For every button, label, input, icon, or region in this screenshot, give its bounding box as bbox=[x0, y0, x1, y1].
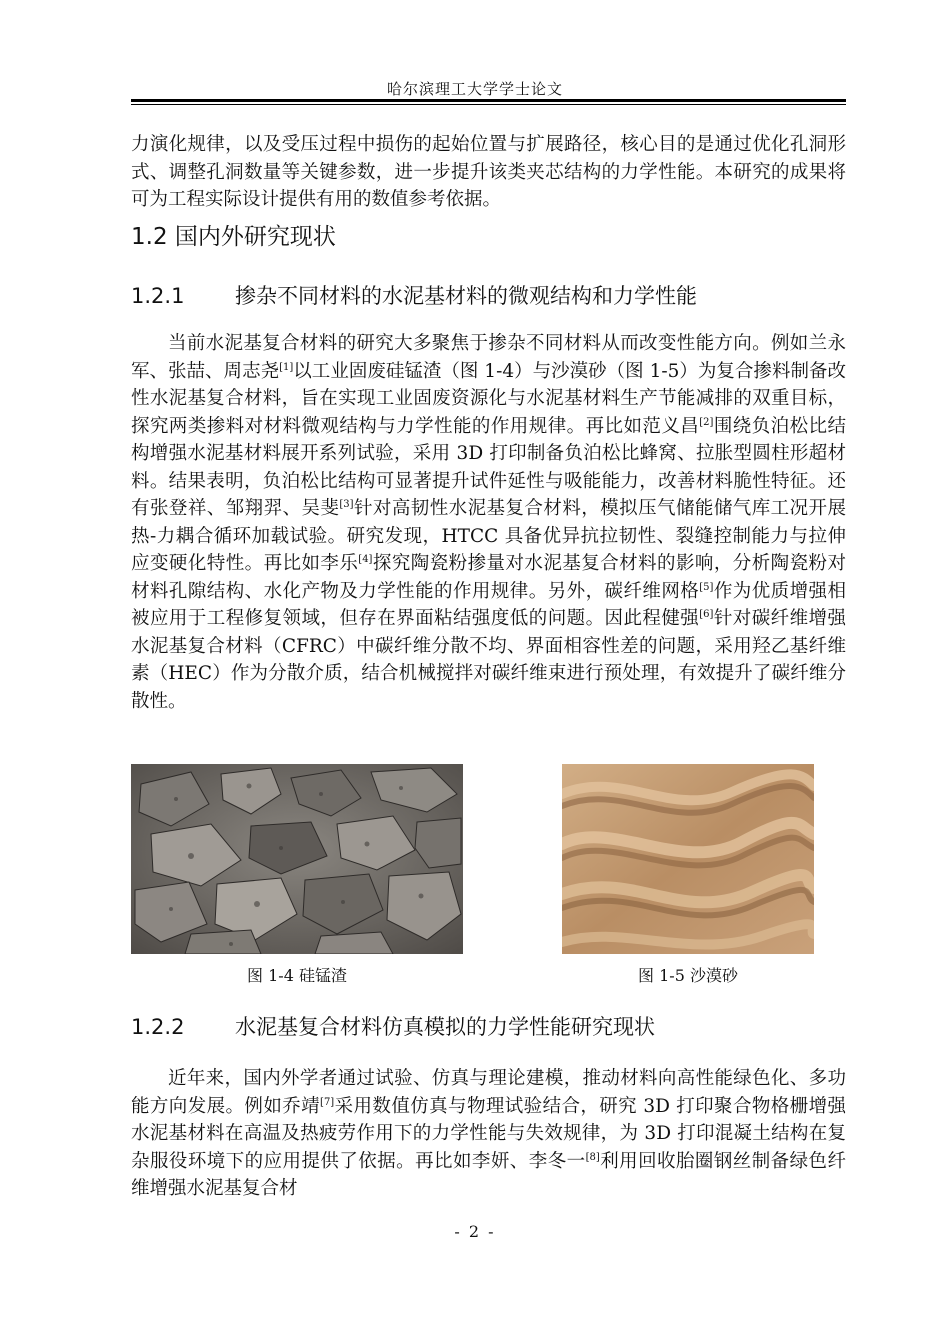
section-heading-1-2-1 bbox=[131, 280, 697, 310]
figure-caption-1-5: 图 1-5 沙漠砂 bbox=[638, 966, 738, 985]
text-run: 当前水泥基复合材料的研究大多聚焦于掺杂不同材料从而改变性能方向。例如兰永军、张喆、周志尧 bbox=[131, 333, 846, 382]
citation-6[interactable]: [6] bbox=[699, 608, 714, 620]
section-heading-1-2: 1.2 国内外研究现状 bbox=[131, 224, 336, 250]
citation-8[interactable]: [8] bbox=[585, 1151, 600, 1163]
text-run: 采用数值仿真与物理试验结合，研究 3D 打印聚合物格栅增强水泥基材料在高温及热疲劳作用下的力学性能与失效规律，为 3D 打印混凝土结构在复杂服役环境下的应用提供了依据。再比如李妍、李冬一 bbox=[131, 1095, 846, 1172]
page-number: - 2 - bbox=[454, 1222, 496, 1241]
body-paragraph-2 bbox=[131, 1065, 846, 1203]
section-number: 1.2.2 bbox=[131, 1015, 185, 1039]
text-run: 以工业固废硅锰渣（图 1-4）与沙漠砂（图 1-5）为复合掺料制备改性水泥基复合材料，旨在实现工业固废资源化与水泥基材料生产节能减排的双重目标，探究两类掺料对材料微观结构与力学性能的作用规律。再比如范义昌 bbox=[131, 360, 846, 437]
section-heading-1-2-2 bbox=[131, 1011, 655, 1041]
citation-2[interactable]: [2] bbox=[699, 416, 714, 428]
header-title: 哈尔滨理工大学学士论文 bbox=[386, 80, 563, 98]
text-run: 近年来，国内外学者通过试验、仿真与理论建模，推动材料向高性能绿色化、多功能方向发展。例如乔靖 bbox=[131, 1068, 846, 1117]
section-number: 1.2.1 bbox=[131, 284, 185, 308]
citation-1[interactable]: [1] bbox=[279, 361, 294, 373]
header-rule-thick bbox=[131, 99, 846, 102]
text-run: 作为优质增强相被应用于工程修复领域，但存在界面粘结强度低的问题。因此程健强 bbox=[131, 580, 846, 629]
header-rule-thin bbox=[131, 104, 846, 105]
figure-caption-1-4: 图 1-4 硅锰渣 bbox=[247, 966, 347, 985]
section-title: 掺杂不同材料的水泥基材料的微观结构和力学性能 bbox=[235, 284, 697, 308]
intro-paragraph: 力演化规律，以及受压过程中损伤的起始位置与扩展路径，核心目的是通过优化孔洞形式、调整孔洞数量等关键参数，进一步提升该类夹芯结构的力学性能。本研究的成果将可为工程实际设计提供有用的数值参考依据。 bbox=[131, 134, 846, 210]
figure-silicomanganese-slag-photo bbox=[131, 764, 463, 954]
text-run: 针对碳纤维增强水泥基复合材料（CFRC）中碳纤维分散不均、界面相容性差的问题，采用羟乙基纤维素（HEC）作为分散介质，结合机械搅拌对碳纤维束进行预处理，有效提升了碳纤维分散性。 bbox=[131, 608, 846, 712]
text-run: 围绕负泊松比结构增强水泥基材料展开系列试验，采用 3D 打印制备负泊松比蜂窝、拉胀型圆柱形超材料。结果表明，负泊松比结构可显著提升试件延性与吸能能力，改善材料脆性特征。还有张登祥、邹翔羿、吴斐 bbox=[131, 415, 846, 519]
text-run: 探究陶瓷粉掺量对水泥基复合材料的影响，分析陶瓷粉对材料孔隙结构、水化产物及力学性能的作用规律。另外，碳纤维网格 bbox=[131, 553, 846, 602]
figure-desert-sand-photo bbox=[562, 764, 814, 954]
text-run: 针对高韧性水泥基复合材料，模拟压气储能储气库工况开展热-力耦合循环加载试验。研究发现，HTCC 具备优异抗拉韧性、裂缝控制能力与拉伸应变硬化特性。再比如李乐 bbox=[131, 498, 846, 574]
citation-4[interactable]: [4] bbox=[358, 553, 373, 565]
citation-3[interactable]: [3] bbox=[339, 498, 354, 510]
section-title: 水泥基复合材料仿真模拟的力学性能研究现状 bbox=[235, 1015, 655, 1039]
text-run: 利用回收胎圈钢丝制备绿色纤维增强水泥基复合材 bbox=[131, 1150, 846, 1199]
citation-5[interactable]: [5] bbox=[699, 581, 714, 593]
body-paragraph-1 bbox=[131, 330, 846, 715]
citation-7[interactable]: [7] bbox=[320, 1096, 335, 1108]
